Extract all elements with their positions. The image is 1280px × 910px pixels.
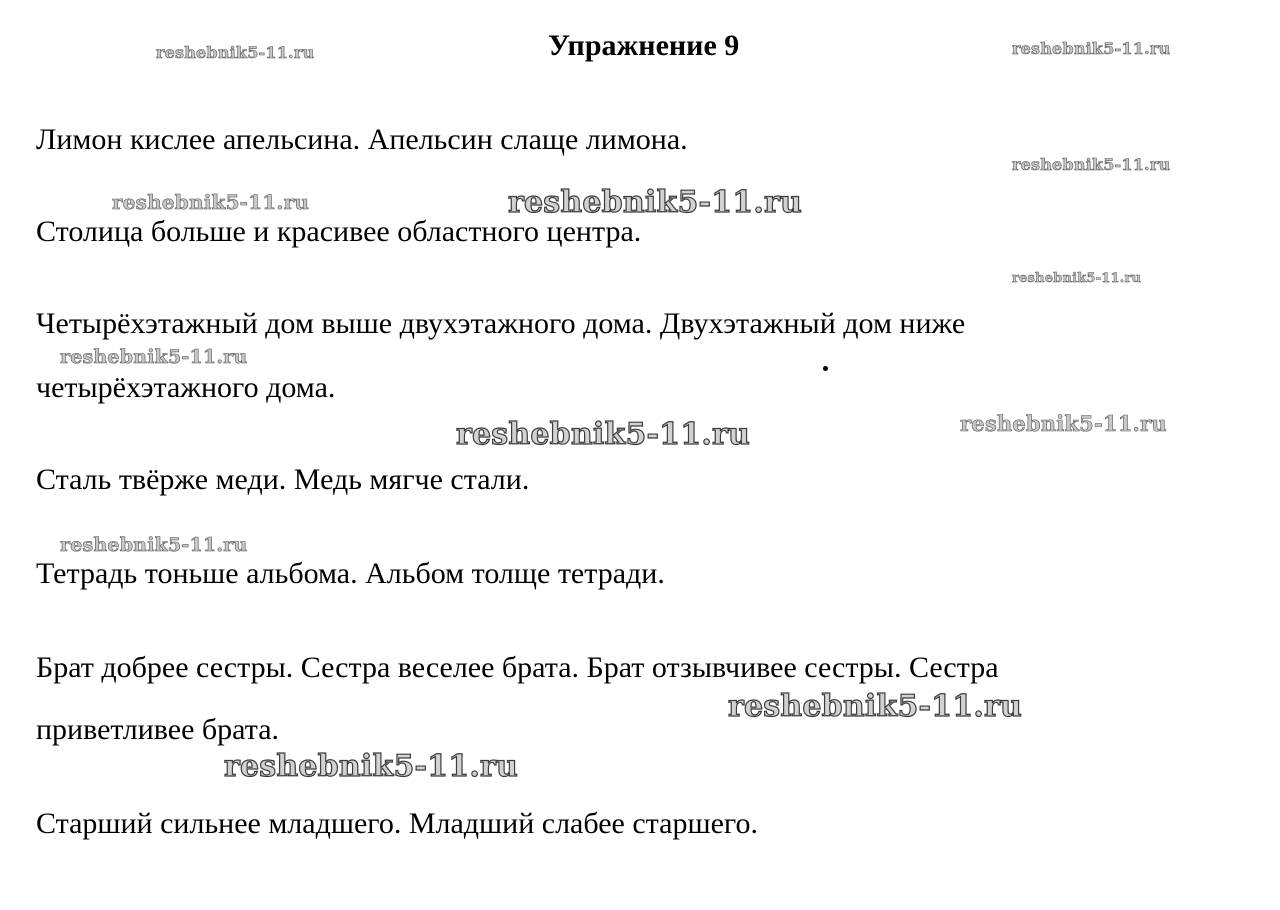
watermark: reshebnik5-11.ru (960, 411, 1167, 436)
sentence-line-8: приветливее брата. (36, 713, 280, 746)
stray-dot (823, 366, 828, 371)
watermark: reshebnik5-11.ru (112, 190, 310, 214)
sentence-line-5: Сталь твёрже меди. Медь мягче стали. (36, 463, 530, 496)
watermark: reshebnik5-11.ru (728, 689, 1022, 724)
sentence-line-3: Четырёхэтажный дом выше двухэтажного дома. Двухэтажный дом ниже (36, 307, 966, 340)
sentence-line-6: Тетрадь тоньше альбома. Альбом толще тетради. (36, 557, 665, 590)
sentence-line-7: Брат добрее сестры. Сестра веселее брата. Брат отзывчивее сестры. Сестра (36, 651, 999, 684)
sentence-line-1: Лимон кислее апельсина. Апельсин слаще лимона. (36, 123, 688, 156)
watermark: reshebnik5-11.ru (60, 534, 248, 556)
watermark: reshebnik5-11.ru (1012, 155, 1171, 174)
watermark: reshebnik5-11.ru (508, 185, 802, 220)
sentence-line-2: Столица больше и красивее областного центра. (36, 215, 642, 248)
sentence-line-4: четырёхэтажного дома. (36, 371, 336, 404)
exercise-title: Упражнение 9 (548, 29, 740, 62)
watermark: reshebnik5-11.ru (224, 749, 518, 784)
watermark: reshebnik5-11.ru (456, 417, 750, 452)
watermark: reshebnik5-11.ru (1012, 271, 1142, 286)
watermark: reshebnik5-11.ru (1012, 39, 1171, 58)
watermark: reshebnik5-11.ru (60, 346, 248, 368)
sentence-line-9: Старший сильнее младшего. Младший слабее старшего. (36, 807, 758, 840)
watermark: reshebnik5-11.ru (156, 43, 315, 62)
